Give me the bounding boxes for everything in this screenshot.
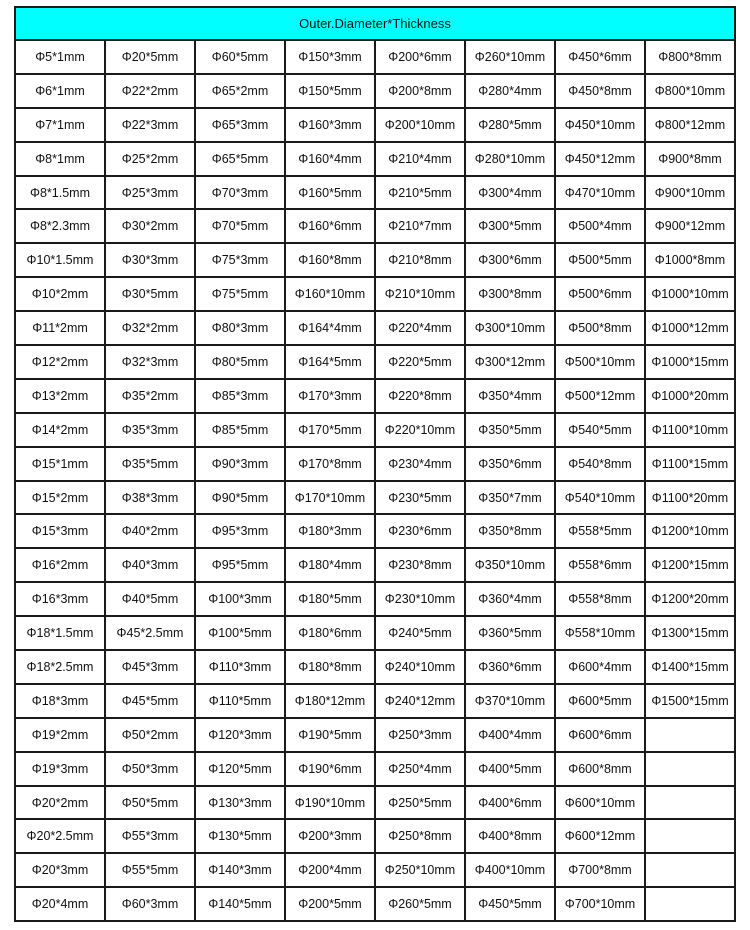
size-cell: Φ250*5mm	[375, 786, 465, 820]
size-cell: Φ300*4mm	[465, 176, 555, 210]
table-row	[15, 718, 735, 752]
size-table	[14, 6, 736, 922]
size-cell: Φ6*1mm	[15, 74, 105, 108]
size-cell: Φ160*6mm	[285, 209, 375, 243]
size-cell: Φ170*10mm	[285, 481, 375, 515]
size-cell: Φ1000*15mm	[645, 345, 735, 379]
size-cell: Φ20*2mm	[15, 786, 105, 820]
size-cell: Φ55*5mm	[105, 853, 195, 887]
size-cell: Φ35*5mm	[105, 447, 195, 481]
size-cell: Φ250*4mm	[375, 752, 465, 786]
size-cell: Φ800*12mm	[645, 108, 735, 142]
size-cell: Φ8*1.5mm	[15, 176, 105, 210]
size-cell: Φ130*3mm	[195, 786, 285, 820]
size-cell: Φ164*5mm	[285, 345, 375, 379]
size-cell: Φ190*10mm	[285, 786, 375, 820]
table-row	[15, 40, 735, 74]
size-cell: Φ45*2.5mm	[105, 616, 195, 650]
size-cell: Φ13*2mm	[15, 379, 105, 413]
size-cell: Φ300*8mm	[465, 277, 555, 311]
size-cell: Φ200*6mm	[375, 40, 465, 74]
size-cell: Φ600*12mm	[555, 819, 645, 853]
size-cell: Φ900*12mm	[645, 209, 735, 243]
size-cell: Φ450*10mm	[555, 108, 645, 142]
size-cell: Φ95*5mm	[195, 548, 285, 582]
size-cell: Φ40*2mm	[105, 514, 195, 548]
size-cell: Φ20*4mm	[15, 887, 105, 921]
size-cell: Φ500*12mm	[555, 379, 645, 413]
size-cell: Φ540*8mm	[555, 447, 645, 481]
size-cell: Φ8*1mm	[15, 142, 105, 176]
size-cell: Φ50*5mm	[105, 786, 195, 820]
size-cell: Φ400*8mm	[465, 819, 555, 853]
size-cell: Φ90*3mm	[195, 447, 285, 481]
empty-cell	[645, 819, 735, 853]
table-row	[15, 74, 735, 108]
size-cell: Φ1000*10mm	[645, 277, 735, 311]
size-cell: Φ280*5mm	[465, 108, 555, 142]
size-cell: Φ450*5mm	[465, 887, 555, 921]
table-row	[15, 277, 735, 311]
size-cell: Φ15*2mm	[15, 481, 105, 515]
size-cell: Φ11*2mm	[15, 311, 105, 345]
size-cell: Φ22*3mm	[105, 108, 195, 142]
size-cell: Φ280*10mm	[465, 142, 555, 176]
size-cell: Φ170*3mm	[285, 379, 375, 413]
size-cell: Φ18*3mm	[15, 684, 105, 718]
size-cell: Φ15*1mm	[15, 447, 105, 481]
size-cell: Φ558*5mm	[555, 514, 645, 548]
size-cell: Φ400*6mm	[465, 786, 555, 820]
table-row	[15, 142, 735, 176]
size-cell: Φ250*3mm	[375, 718, 465, 752]
table-row	[15, 684, 735, 718]
size-cell: Φ110*5mm	[195, 684, 285, 718]
size-cell: Φ18*1.5mm	[15, 616, 105, 650]
size-cell: Φ558*6mm	[555, 548, 645, 582]
size-cell: Φ360*4mm	[465, 582, 555, 616]
empty-cell	[645, 786, 735, 820]
size-cell: Φ400*10mm	[465, 853, 555, 887]
table-row	[15, 345, 735, 379]
size-cell: Φ558*10mm	[555, 616, 645, 650]
size-cell: Φ16*2mm	[15, 548, 105, 582]
table-row	[15, 108, 735, 142]
size-cell: Φ300*12mm	[465, 345, 555, 379]
size-cell: Φ55*3mm	[105, 819, 195, 853]
size-cell: Φ10*2mm	[15, 277, 105, 311]
size-cell: Φ20*3mm	[15, 853, 105, 887]
table-row	[15, 582, 735, 616]
size-cell: Φ540*5mm	[555, 413, 645, 447]
table-row	[15, 413, 735, 447]
size-cell: Φ200*4mm	[285, 853, 375, 887]
size-cell: Φ900*8mm	[645, 142, 735, 176]
table-row	[15, 481, 735, 515]
size-cell: Φ600*8mm	[555, 752, 645, 786]
size-cell: Φ160*3mm	[285, 108, 375, 142]
size-cell: Φ400*5mm	[465, 752, 555, 786]
table-row	[15, 548, 735, 582]
table-row	[15, 379, 735, 413]
size-cell: Φ18*2.5mm	[15, 650, 105, 684]
size-cell: Φ45*5mm	[105, 684, 195, 718]
table-row	[15, 819, 735, 853]
table-row	[15, 514, 735, 548]
size-cell: Φ260*10mm	[465, 40, 555, 74]
size-cell: Φ20*5mm	[105, 40, 195, 74]
size-cell: Φ80*3mm	[195, 311, 285, 345]
size-cell: Φ210*10mm	[375, 277, 465, 311]
size-cell: Φ20*2.5mm	[15, 819, 105, 853]
table-title: Outer.Diameter*Thickness	[15, 7, 735, 40]
size-cell: Φ1500*15mm	[645, 684, 735, 718]
table-row	[15, 853, 735, 887]
size-cell: Φ210*7mm	[375, 209, 465, 243]
size-cell: Φ210*4mm	[375, 142, 465, 176]
size-cell: Φ210*8mm	[375, 243, 465, 277]
size-cell: Φ1300*15mm	[645, 616, 735, 650]
size-cell: Φ350*10mm	[465, 548, 555, 582]
size-cell: Φ300*5mm	[465, 209, 555, 243]
size-cell: Φ600*10mm	[555, 786, 645, 820]
size-cell: Φ1000*8mm	[645, 243, 735, 277]
size-cell: Φ1200*20mm	[645, 582, 735, 616]
size-cell: Φ100*5mm	[195, 616, 285, 650]
size-cell: Φ140*5mm	[195, 887, 285, 921]
empty-cell	[645, 853, 735, 887]
size-cell: Φ35*2mm	[105, 379, 195, 413]
table-row	[15, 650, 735, 684]
table-row	[15, 887, 735, 921]
size-cell: Φ70*5mm	[195, 209, 285, 243]
size-cell: Φ190*6mm	[285, 752, 375, 786]
size-cell: Φ30*3mm	[105, 243, 195, 277]
size-cell: Φ300*10mm	[465, 311, 555, 345]
size-cell: Φ12*2mm	[15, 345, 105, 379]
size-cell: Φ500*8mm	[555, 311, 645, 345]
size-cell: Φ180*6mm	[285, 616, 375, 650]
size-cell: Φ700*8mm	[555, 853, 645, 887]
size-cell: Φ25*2mm	[105, 142, 195, 176]
size-cell: Φ800*10mm	[645, 74, 735, 108]
size-cell: Φ210*5mm	[375, 176, 465, 210]
size-cell: Φ558*8mm	[555, 582, 645, 616]
size-cell: Φ19*2mm	[15, 718, 105, 752]
table-row	[15, 616, 735, 650]
size-cell: Φ120*5mm	[195, 752, 285, 786]
size-cell: Φ1400*15mm	[645, 650, 735, 684]
size-cell: Φ80*5mm	[195, 345, 285, 379]
size-cell: Φ900*10mm	[645, 176, 735, 210]
size-cell: Φ140*3mm	[195, 853, 285, 887]
size-cell: Φ85*3mm	[195, 379, 285, 413]
size-cell: Φ200*10mm	[375, 108, 465, 142]
size-cell: Φ32*2mm	[105, 311, 195, 345]
size-cell: Φ350*4mm	[465, 379, 555, 413]
size-cell: Φ600*4mm	[555, 650, 645, 684]
table-row	[15, 176, 735, 210]
size-cell: Φ350*8mm	[465, 514, 555, 548]
size-cell: Φ1200*15mm	[645, 548, 735, 582]
size-cell: Φ500*4mm	[555, 209, 645, 243]
size-cell: Φ35*3mm	[105, 413, 195, 447]
size-cell: Φ65*5mm	[195, 142, 285, 176]
size-cell: Φ450*12mm	[555, 142, 645, 176]
size-cell: Φ180*4mm	[285, 548, 375, 582]
table-row	[15, 243, 735, 277]
size-cell: Φ120*3mm	[195, 718, 285, 752]
size-cell: Φ5*1mm	[15, 40, 105, 74]
size-cell: Φ160*10mm	[285, 277, 375, 311]
size-cell: Φ8*2.3mm	[15, 209, 105, 243]
size-cell: Φ470*10mm	[555, 176, 645, 210]
size-cell: Φ360*5mm	[465, 616, 555, 650]
size-cell: Φ100*3mm	[195, 582, 285, 616]
table-body	[15, 40, 735, 921]
size-cell: Φ300*6mm	[465, 243, 555, 277]
size-cell: Φ130*5mm	[195, 819, 285, 853]
size-cell: Φ230*4mm	[375, 447, 465, 481]
size-cell: Φ1100*10mm	[645, 413, 735, 447]
size-cell: Φ30*2mm	[105, 209, 195, 243]
size-cell: Φ240*5mm	[375, 616, 465, 650]
size-cell: Φ220*5mm	[375, 345, 465, 379]
size-cell: Φ170*5mm	[285, 413, 375, 447]
size-cell: Φ150*5mm	[285, 74, 375, 108]
table-row	[15, 311, 735, 345]
size-cell: Φ30*5mm	[105, 277, 195, 311]
size-cell: Φ500*10mm	[555, 345, 645, 379]
size-cell: Φ220*4mm	[375, 311, 465, 345]
table-row	[15, 447, 735, 481]
size-cell: Φ240*10mm	[375, 650, 465, 684]
size-cell: Φ220*10mm	[375, 413, 465, 447]
size-cell: Φ800*8mm	[645, 40, 735, 74]
size-cell: Φ1000*12mm	[645, 311, 735, 345]
size-cell: Φ350*5mm	[465, 413, 555, 447]
size-cell: Φ1000*20mm	[645, 379, 735, 413]
size-cell: Φ230*10mm	[375, 582, 465, 616]
size-cell: Φ540*10mm	[555, 481, 645, 515]
size-cell: Φ160*4mm	[285, 142, 375, 176]
size-cell: Φ500*6mm	[555, 277, 645, 311]
size-cell: Φ1100*20mm	[645, 481, 735, 515]
size-cell: Φ65*2mm	[195, 74, 285, 108]
size-cell: Φ180*5mm	[285, 582, 375, 616]
size-cell: Φ400*4mm	[465, 718, 555, 752]
size-cell: Φ220*8mm	[375, 379, 465, 413]
size-cell: Φ350*7mm	[465, 481, 555, 515]
size-cell: Φ240*12mm	[375, 684, 465, 718]
size-cell: Φ200*8mm	[375, 74, 465, 108]
size-cell: Φ500*5mm	[555, 243, 645, 277]
size-cell: Φ7*1mm	[15, 108, 105, 142]
empty-cell	[645, 887, 735, 921]
size-cell: Φ350*6mm	[465, 447, 555, 481]
size-cell: Φ230*6mm	[375, 514, 465, 548]
table-row	[15, 786, 735, 820]
size-cell: Φ200*5mm	[285, 887, 375, 921]
size-cell: Φ160*5mm	[285, 176, 375, 210]
size-cell: Φ50*3mm	[105, 752, 195, 786]
size-cell: Φ150*3mm	[285, 40, 375, 74]
size-cell: Φ85*5mm	[195, 413, 285, 447]
size-cell: Φ16*3mm	[15, 582, 105, 616]
table-row	[15, 209, 735, 243]
size-cell: Φ45*3mm	[105, 650, 195, 684]
size-cell: Φ110*3mm	[195, 650, 285, 684]
size-cell: Φ280*4mm	[465, 74, 555, 108]
size-cell: Φ360*6mm	[465, 650, 555, 684]
size-cell: Φ450*8mm	[555, 74, 645, 108]
size-cell: Φ75*5mm	[195, 277, 285, 311]
size-cell: Φ180*3mm	[285, 514, 375, 548]
size-cell: Φ22*2mm	[105, 74, 195, 108]
size-cell: Φ230*8mm	[375, 548, 465, 582]
size-cell: Φ180*12mm	[285, 684, 375, 718]
size-cell: Φ40*5mm	[105, 582, 195, 616]
size-cell: Φ260*5mm	[375, 887, 465, 921]
size-cell: Φ10*1.5mm	[15, 243, 105, 277]
size-cell: Φ230*5mm	[375, 481, 465, 515]
size-cell: Φ32*3mm	[105, 345, 195, 379]
size-cell: Φ164*4mm	[285, 311, 375, 345]
empty-cell	[645, 752, 735, 786]
size-cell: Φ250*10mm	[375, 853, 465, 887]
size-cell: Φ75*3mm	[195, 243, 285, 277]
size-cell: Φ65*3mm	[195, 108, 285, 142]
size-cell: Φ600*6mm	[555, 718, 645, 752]
size-cell: Φ60*5mm	[195, 40, 285, 74]
size-cell: Φ19*3mm	[15, 752, 105, 786]
size-cell: Φ450*6mm	[555, 40, 645, 74]
size-cell: Φ250*8mm	[375, 819, 465, 853]
size-cell: Φ60*3mm	[105, 887, 195, 921]
size-cell: Φ14*2mm	[15, 413, 105, 447]
size-cell: Φ90*5mm	[195, 481, 285, 515]
size-cell: Φ15*3mm	[15, 514, 105, 548]
size-cell: Φ70*3mm	[195, 176, 285, 210]
size-cell: Φ180*8mm	[285, 650, 375, 684]
size-cell: Φ170*8mm	[285, 447, 375, 481]
size-cell: Φ50*2mm	[105, 718, 195, 752]
size-cell: Φ160*8mm	[285, 243, 375, 277]
empty-cell	[645, 718, 735, 752]
size-cell: Φ700*10mm	[555, 887, 645, 921]
size-cell: Φ600*5mm	[555, 684, 645, 718]
table-row	[15, 752, 735, 786]
size-cell: Φ25*3mm	[105, 176, 195, 210]
header-row	[15, 7, 735, 40]
size-cell: Φ38*3mm	[105, 481, 195, 515]
size-cell: Φ40*3mm	[105, 548, 195, 582]
size-cell: Φ1100*15mm	[645, 447, 735, 481]
size-cell: Φ200*3mm	[285, 819, 375, 853]
size-cell: Φ95*3mm	[195, 514, 285, 548]
size-cell: Φ370*10mm	[465, 684, 555, 718]
size-cell: Φ190*5mm	[285, 718, 375, 752]
size-cell: Φ1200*10mm	[645, 514, 735, 548]
